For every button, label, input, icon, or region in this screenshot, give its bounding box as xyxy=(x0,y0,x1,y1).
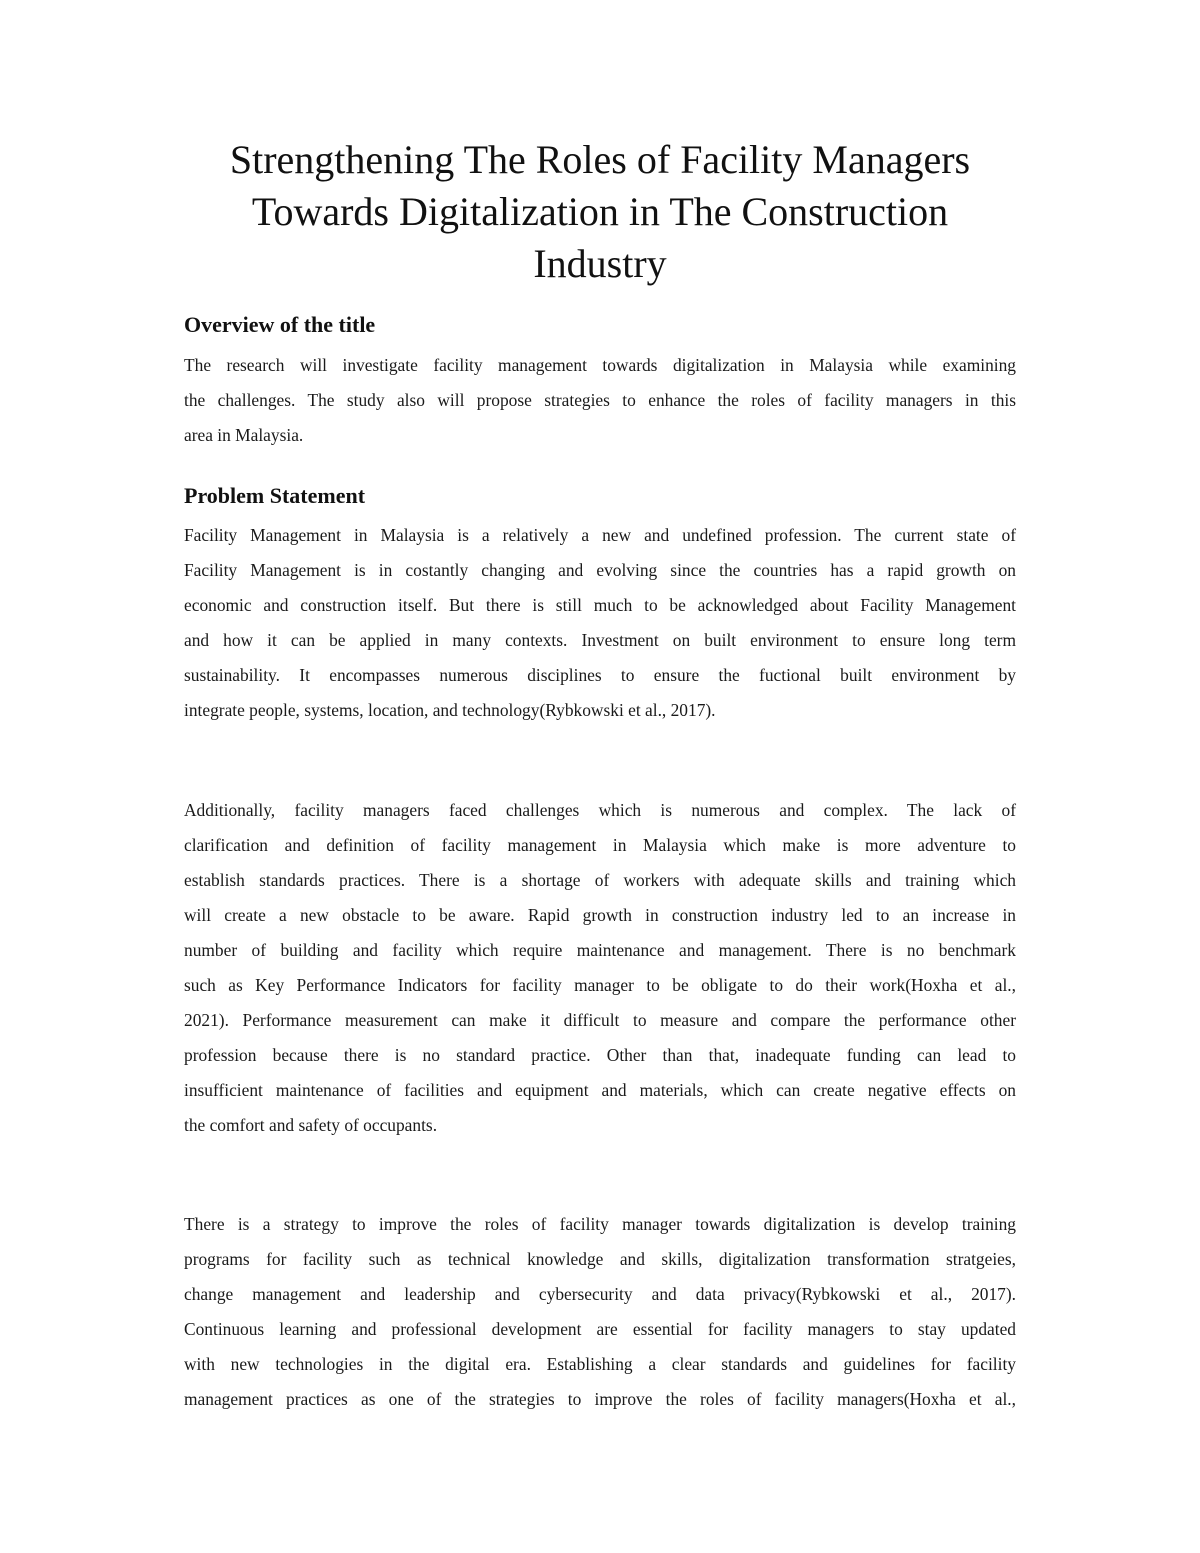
text-line: and how it can be applied in many contexts. Investment on built environment to ensure long term xyxy=(184,630,1016,650)
text-line: Continuous learning and professional development are essential for facility managers to stay updated xyxy=(184,1319,1016,1339)
problem-paragraph-1 xyxy=(184,518,1016,728)
text-line: area in Malaysia. xyxy=(184,425,304,445)
text-line: The research will investigate facility management towards digitalization in Malaysia while examining xyxy=(184,355,1016,375)
text-line: with new technologies in the digital era. Establishing a clear standards and guidelines for facility xyxy=(184,1354,1016,1374)
document-title xyxy=(150,134,1050,290)
title-line: Strengthening The Roles of Facility Managers xyxy=(229,137,971,182)
text-line: 2021). Performance measurement can make it difficult to measure and compare the performance other xyxy=(184,1010,1016,1030)
text-line: number of building and facility which require maintenance and management. There is no benchmark xyxy=(184,940,1016,960)
text-line: Additionally, facility managers faced challenges which is numerous and complex. The lack of xyxy=(184,800,1016,820)
title-line: Industry xyxy=(533,241,667,286)
text-line: profession because there is no standard practice. Other than that, inadequate funding can lead to xyxy=(184,1045,1016,1065)
text-line: insufficient maintenance of facilities and equipment and materials, which can create negative effects on xyxy=(184,1080,1016,1100)
problem-paragraph-2 xyxy=(184,793,1016,1143)
text-line: Facility Management is in costantly changing and evolving since the countries has a rapid growth on xyxy=(184,560,1016,580)
text-line: Facility Management in Malaysia is a relatively a new and undefined profession. The current state of xyxy=(184,525,1016,545)
text-line: change management and leadership and cybersecurity and data privacy(Rybkowski et al., 2017). xyxy=(184,1284,1016,1304)
text-line: management practices as one of the strategies to improve the roles of facility managers(Hoxha et al., xyxy=(184,1389,1016,1409)
text-line: economic and construction itself. But there is still much to be acknowledged about Facility Management xyxy=(184,595,1016,615)
overview-paragraph xyxy=(184,348,1016,453)
text-line: such as Key Performance Indicators for facility manager to be obligate to do their work(Hoxha et al., xyxy=(184,975,1016,995)
text-line: establish standards practices. There is a shortage of workers with adequate skills and training which xyxy=(184,870,1016,890)
problem-paragraph-3 xyxy=(184,1207,1016,1417)
section-heading-problem-statement: Problem Statement xyxy=(184,483,366,508)
text-line: There is a strategy to improve the roles of facility manager towards digitalization is develop training xyxy=(184,1214,1016,1234)
text-line: integrate people, systems, location, and technology(Rybkowski et al., 2017). xyxy=(184,700,716,720)
text-line: will create a new obstacle to be aware. Rapid growth in construction industry led to an increase in xyxy=(184,905,1016,925)
title-line: Towards Digitalization in The Construction xyxy=(251,189,949,234)
text-line: sustainability. It encompasses numerous disciplines to ensure the fuctional built environment by xyxy=(184,665,1016,685)
text-line: the challenges. The study also will propose strategies to enhance the roles of facility managers in this xyxy=(184,390,1016,410)
text-line: clarification and definition of facility management in Malaysia which make is more adventure to xyxy=(184,835,1016,855)
text-line: programs for facility such as technical knowledge and skills, digitalization transformation stratgeies, xyxy=(184,1249,1016,1269)
section-heading-overview: Overview of the title xyxy=(184,312,376,337)
text-line: the comfort and safety of occupants. xyxy=(184,1115,438,1135)
